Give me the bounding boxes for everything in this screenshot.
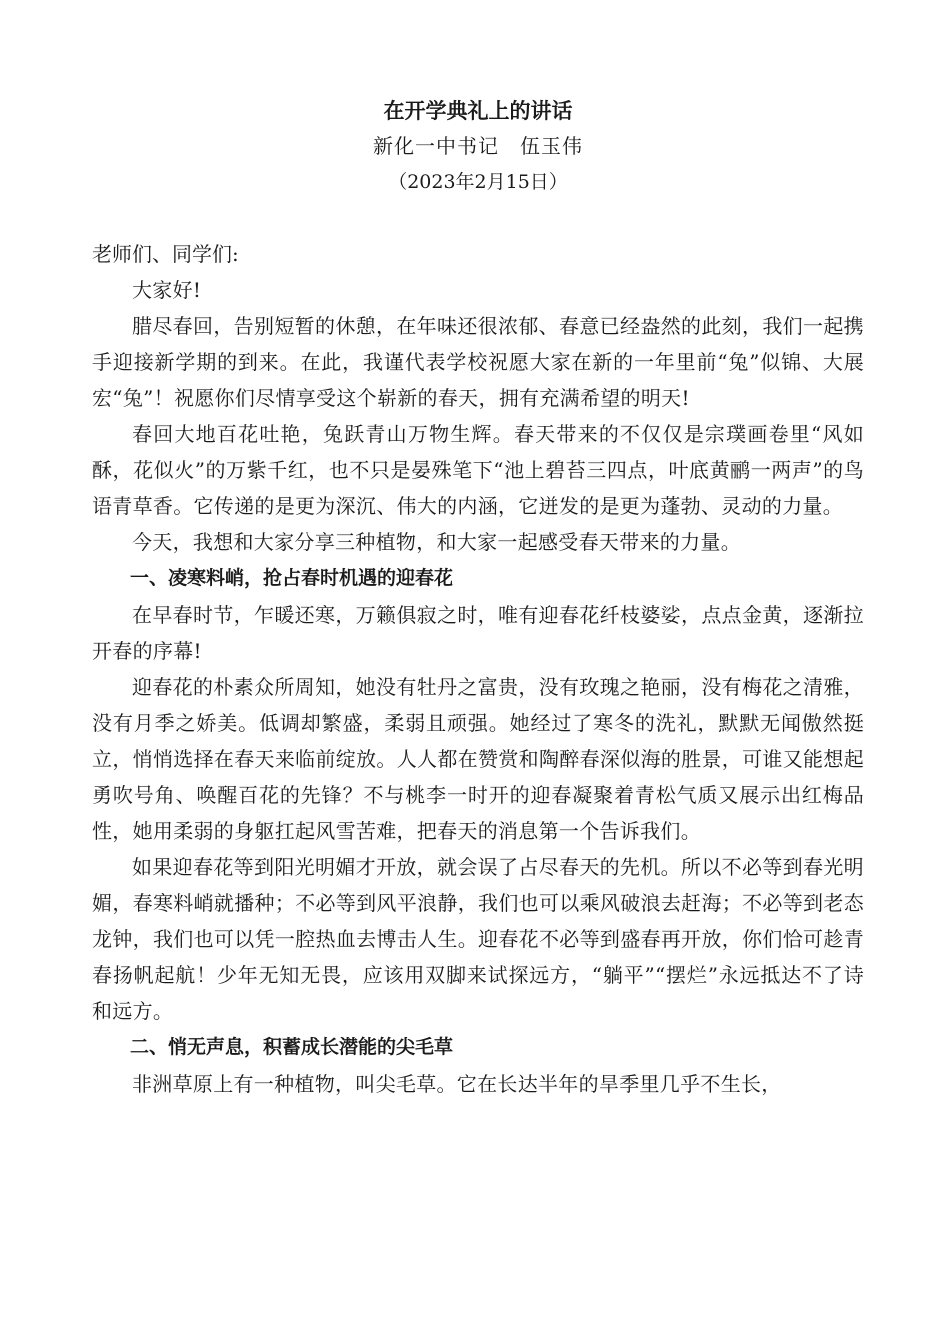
author-line: 新化一中书记 伍玉伟 — [373, 134, 583, 158]
opening-greeting: 大家好! — [132, 278, 202, 302]
document-page — [92, 94, 864, 1102]
section-heading-grass: 二、悄无声息，积蓄成长潜能的尖毛草 — [130, 1036, 454, 1058]
salutation: 老师们、同学们: — [92, 242, 239, 266]
speech-body — [92, 272, 864, 1102]
document-title: 在开学典礼上的讲话 — [383, 98, 573, 123]
paragraph-jasmine-lesson: 如果迎春花等到阳光明媚才开放，就会误了占尽春天的先机。所以不必等到春光明媚，春寒料峭就播种；不必等到风平浪静，我们也可以乘风破浪去赶海；不必等到老态龙钟，我们也可以凭一腔热血去博击人生。迎春花不必等到盛春再开放，你们恰可趁青春扬帆起航！少年无知无畏，应该用双脚来试探远方，“躺平”“摆烂”永远抵达不了诗和远方。 — [92, 855, 864, 1023]
paragraph-grass-intro: 非洲草原上有一种植物，叫尖毛草。它在长达半年的旱季里几乎不生长， — [132, 1072, 782, 1096]
paragraph-three-plants: 今天，我想和大家分享三种植物，和大家一起感受春天带来的力量。 — [132, 530, 741, 554]
paragraph-jasmine-early-spring: 在早春时节，乍暖还寒，万籁俱寂之时，唯有迎春花纤枝婆娑，点点金黄，逐渐拉开春的序幕! — [92, 603, 864, 663]
paragraph-new-term: 腊尽春回，告别短暂的休憩，在年味还很浓郁、春意已经盎然的此刻，我们一起携手迎接新学期的到来。在此，我谨代表学校祝愿大家在新的一年里前“兔”似锦、大展宏“兔”！祝愿你们尽情享受这个崭新的春天，拥有充满希望的明天! — [92, 314, 864, 410]
section-heading-jasmine: 一、凌寒料峭，抢占春时机遇的迎春花 — [130, 567, 454, 589]
paragraph-spring-power: 春回大地百花吐艳，兔跃青山万物生辉。春天带来的不仅仅是宗璞画卷里“风如酥，花似火”的万紫千红，也不只是晏殊笔下“池上碧苔三四点，叶底黄鹂一两声”的鸟语青草香。它传递的是更为深沉、伟大的内涵，它迸发的是更为蓬勃、灵动的力量。 — [92, 422, 864, 518]
speech-date: （2023年2月15日） — [388, 171, 568, 193]
paragraph-jasmine-character: 迎春花的朴素众所周知，她没有牡丹之富贵，没有玫瑰之艳丽，没有梅花之清雅，没有月季之娇美。低调却繁盛，柔弱且顽强。她经过了寒冬的洗礼，默默无闻傲然挺立，悄悄选择在春天来临前绽放。人人都在赞赏和陶醉春深似海的胜景，可谁又能想起勇吹号角、唤醒百花的先锋？不与桃李一时开的迎春凝聚着青松气质又展示出红梅品性，她用柔弱的身躯扛起风雪苦难，把春天的消息第一个告诉我们。 — [92, 675, 864, 843]
